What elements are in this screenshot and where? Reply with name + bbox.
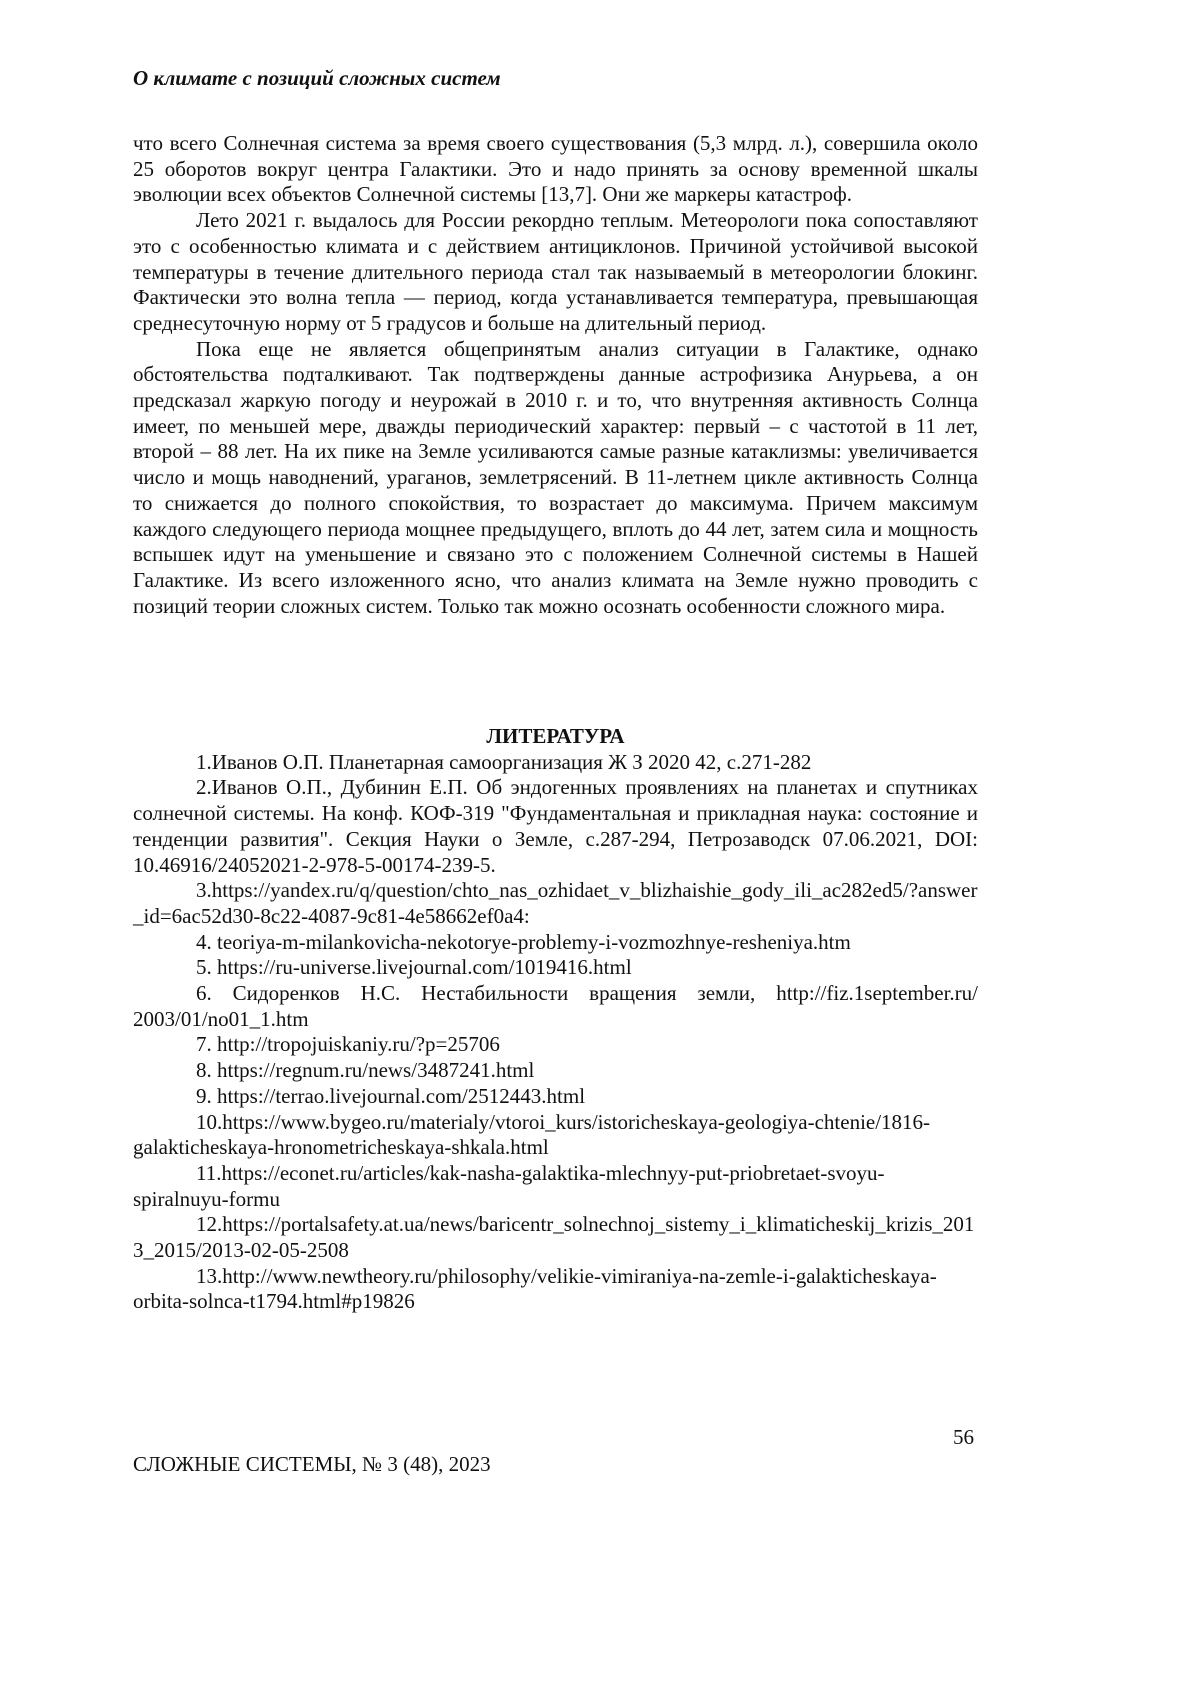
reference-item: 7. http://tropojuiskaniy.ru/?p=25706	[133, 1032, 978, 1058]
reference-item: 6. Сидоренков Н.С. Нестабильности вращения земли, http://fiz.1september.ru/ 2003/01/no01_1.htm	[133, 981, 978, 1032]
reference-item: 1.Иванов О.П. Планетарная самоорганизация Ж З 2020 42, с.271-282	[133, 750, 978, 776]
paragraph: Лето 2021 г. выдалось для России рекордно теплым. Метеорологи пока сопоставляют это с особенностью климата и с действием антициклонов. Причиной устойчивой высокой температуры в течение длительного периода стал так называемый в метеорологии блокинг. Фактически это волна тепла — период, когда устанавливается температура, превышающая среднесуточную норму от 5 градусов и больше на длительный период.	[133, 208, 978, 337]
reference-item: 4. teoriya-m-milankovicha-nekotorye-problemy-i-vozmozhnye-resheniya.htm	[133, 930, 978, 956]
article-body	[133, 131, 978, 619]
running-header: О климате с позиций сложных систем	[133, 66, 501, 91]
literature-section	[133, 724, 978, 1315]
reference-item: 11.https://econet.ru/articles/kak-nasha-galaktika-mlechnyy-put-priobretaet-svoyu-spiralnuyu-formu	[133, 1161, 978, 1212]
reference-item: 12.https://portalsafety.at.ua/news/baricentr_solnechnoj_sistemy_i_klimaticheskij_krizis_2013_2015/2013-02-05-2508	[133, 1212, 978, 1263]
page-number: 56	[953, 1425, 974, 1450]
reference-item: 8. https://regnum.ru/news/3487241.html	[133, 1058, 978, 1084]
paragraph: что всего Солнечная система за время своего существования (5,3 млрд. л.), совершила около 25 оборотов вокруг центра Галактики. Это и надо принять за основу временной шкалы эволюции всех объектов Солнечной системы [13,7]. Они же маркеры катастроф.	[133, 131, 978, 208]
reference-item: 5. https://ru-universe.livejournal.com/1019416.html	[133, 955, 978, 981]
reference-item: 13.http://www.newtheory.ru/philosophy/velikie-vimiraniya-na-zemle-i-galakticheskaya-orbita-solnca-t1794.html#p19826	[133, 1264, 978, 1315]
reference-item: 3.https://yandex.ru/q/question/chto_nas_ozhidaet_v_blizhaishie_gody_ili_ac282ed5/?answer_id=6ac52d30-8c22-4087-9c81-4e58662ef0a4:	[133, 878, 978, 929]
literature-heading: ЛИТЕРАТУРА	[133, 724, 978, 750]
reference-item: 9. https://terrao.livejournal.com/2512443.html	[133, 1084, 978, 1110]
reference-item: 10.https://www.bygeo.ru/materialy/vtoroi_kurs/istoricheskaya-geologiya-chtenie/1816-galakticheskaya-hronometricheskaya-shkala.html	[133, 1110, 978, 1161]
paragraph: Пока еще не является общепринятым анализ ситуации в Галактике, однако обстоятельства подталкивают. Так подтверждены данные астрофизика Анурьева, а он предсказал жаркую погоду и неурожай в 2010 г. и то, что внутренняя активность Солнца имеет, по меньшей мере, дважды периодический характер: первый – с частотой в 11 лет, второй – 88 лет. На их пике на Земле усиливаются самые разные катаклизмы: увеличивается число и мощь наводнений, ураганов, землетрясений. В 11-летнем цикле активность Солнца то снижается до полного спокойствия, то возрастает до максимума. Причем максимум каждого следующего периода мощнее предыдущего, вплоть до 44 лет, затем сила и мощность вспышек идут на уменьшение и связано это с положением Солнечной системы в Нашей Галактике. Из всего изложенного ясно, что анализ климата на Земле нужно проводить с позиций теории сложных систем. Только так можно осознать особенности сложного мира.	[133, 337, 978, 620]
journal-footer: СЛОЖНЫЕ СИСТЕМЫ, № 3 (48), 2023	[133, 1452, 491, 1477]
reference-item: 2.Иванов О.П., Дубинин Е.П. Об эндогенных проявлениях на планетах и спутниках солнечной системы. На конф. КОФ-319 "Фундаментальная и прикладная наука: состояние и тенденции развития". Секция Науки о Земле, с.287-294, Петрозаводск 07.06.2021, DOI: 10.46916/24052021-2-978-5-00174-239-5.	[133, 775, 978, 878]
